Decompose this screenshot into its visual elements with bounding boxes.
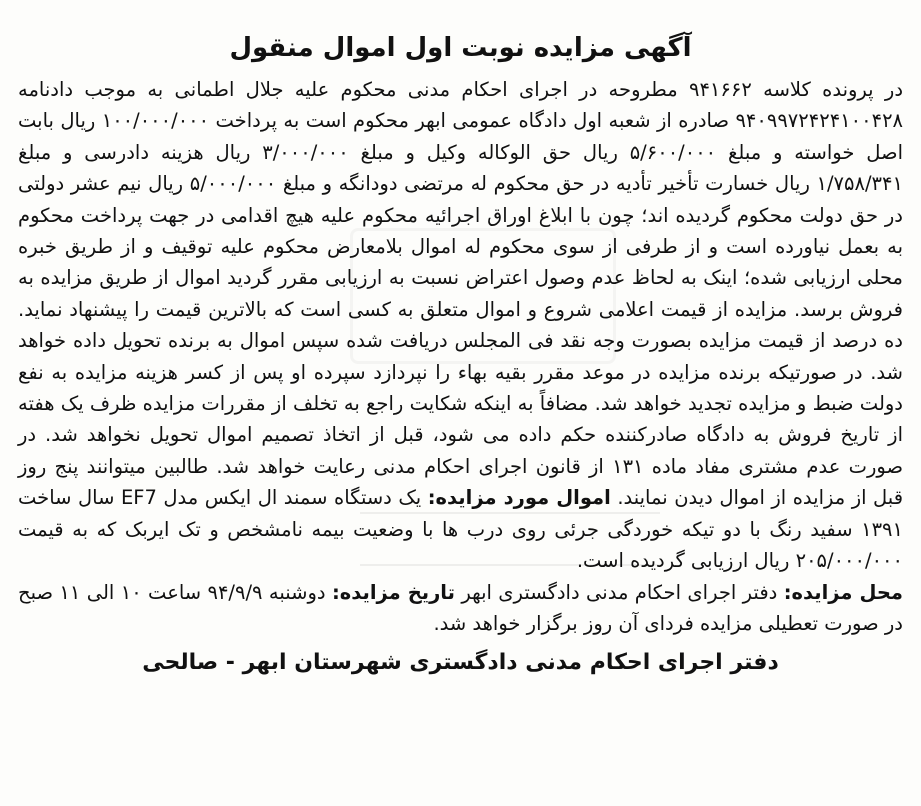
notice-body <box>18 74 903 639</box>
property-label: اموال مورد مزایده: <box>427 486 611 510</box>
notice-title: آگهی مزایده نوبت اول اموال منقول <box>229 33 692 63</box>
notice-body-text: در پرونده کلاسه ۹۴۱۶۶۲ مطروحه در اجرای احکام مدنی محکوم علیه جلال اطمانی به موجب دادنامه ۹۴۰۹۹۷۲۴۲۴۱۰۰۴۲۸ صادره از شعبه اول دادگاه عمومی ابهر محکوم است به پرداخت ۱۰۰/۰۰۰/۰۰۰ ریال بابت اصل خواسته و مبلغ ۵/۶۰۰/۰۰۰ ریال حق الوکاله وکیل و مبلغ ۳/۰۰۰/۰۰۰ ریال هزینه دادرسی و مبلغ ۱/۷۵۸/۳۴۱ ریال خسارت تأخیر تأدیه در حق محکوم له مرتضی دودانگه و مبلغ ۵/۰۰۰/۰۰۰ ریال نیم عشر دولتی در حق دولت محکوم گردیده اند؛ چون با ابلاغ اوراق اجرائیه محکوم علیه هیچ اقدامی در جهت پرداخت محکوم به بعمل نیاورده است و از طرفی از سوی محکوم له اموال بلامعارض محکوم علیه توقیف و از طریق خبره محلی ارزیابی شده؛ اینک به لحاظ عدم وصول اعتراض نسبت به ارزیابی مقرر گردید اموال از طریق مزایده به فروش برسد. مزایده از قیمت اعلامی شروع و اموال متعلق به کسی است که بالاترین قیمت را پیشنهاد نماید. ده درصد از قیمت مزایده بصورت وجه نقد فی المجلس دریافت شده سپس اموال به برنده تحویل داده خواهد شد. در صورتیکه برنده مزایده در موعد مقرر بقیه بهاء را نپردازد سپرده او پس از کسر هزینه مزایده به نفع دولت ضبط و مزایده تجدید خواهد شد. مضافاً به اینکه شکایت راجع به تخلف از مقررات مزایده ظرف یک هفته از تاریخ فروش به دادگاه صادرکننده حکم داده می شود، قبل از اتخاذ تصمیم اموال تحویل نخواهد شد. در صورت عدم مشتری مفاد ماده ۱۳۱ از قانون اجرای احکام مدنی رعایت خواهد شد. طالبین میتوانند پنج روز قبل از مزایده از اموال دیدن نمایند. <box>18 78 904 510</box>
property-text: یک دستگاه سمند ال ایکس مدل EF7 سال ساخت ۱۳۹۱ سفید رنگ با دو تیکه خوردگی جرئی روی درب ها با وضعیت بیمه نامشخص و تک ایربک که به قیمت ۲۰۵/۰۰۰/۰۰۰ ریال ارزیابی گردیده است. <box>18 486 903 573</box>
notice-footer: دفتر اجرای احکام مدنی دادگستری شهرستان ابهر - صالحی <box>142 650 779 676</box>
location-text: دفتر اجرای احکام مدنی دادگستری ابهر <box>461 580 778 604</box>
date-text: دوشنبه ۹۴/۹/۹ ساعت ۱۰ الی ۱۱ صبح در صورت تعطیلی مزایده فردای آن روز برگزار خواهد شد. <box>18 580 903 635</box>
date-label: تاریخ مزایده: <box>331 580 455 604</box>
location-label: محل مزایده: <box>783 580 903 604</box>
